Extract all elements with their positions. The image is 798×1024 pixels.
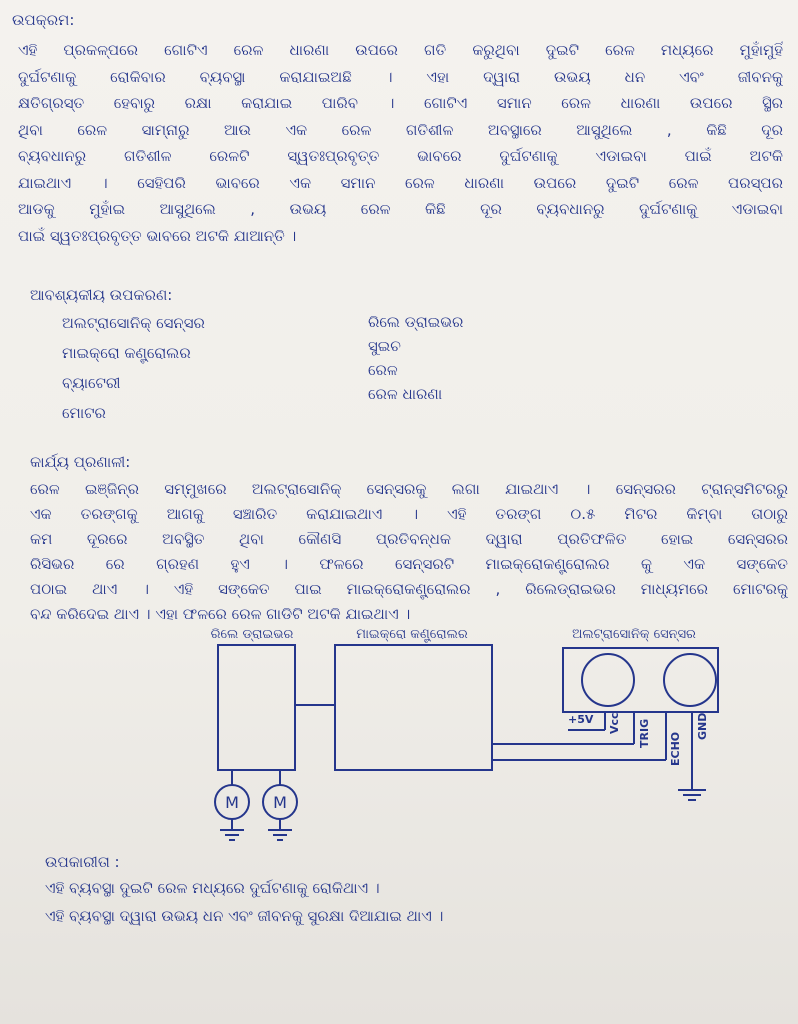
introduction-line: ଆଡକୁ ମୁହାଁଇ ଆସୁଥିଲେ , ଉଭୟ ରେଳ କିଛି ଦୂର ବ୍ୟବଧାନରୁ ଦୁର୍ଘଟଣାକୁ ଏଡାଇବା <box>18 200 783 218</box>
introduction-paragraph <box>18 37 783 249</box>
introduction-line: ଥିବା ରେଳ ସାମ୍ନାରୁ ଆଉ ଏକ ରେଳ ଗତିଶୀଳ ଅବସ୍ଥାରେ ଆସୁଥିଲେ , କିଛି ଦୂର <box>18 120 783 139</box>
motor-label: M <box>273 793 287 812</box>
component-item: ରେଳ ଧାରଣା <box>368 385 443 403</box>
ground-symbol <box>268 830 292 840</box>
ultrasonic-sensor-block <box>563 648 718 712</box>
procedure-line: ରିସିଭର ରେ ଗ୍ରହଣ ହୁଏ । ଫଳରେ ସେନ୍ସରଟି ମାଇକ୍ରୋକଣ୍ଟ୍ରୋଲର କୁ ଏକ ସଙ୍କେତ <box>30 555 788 573</box>
introduction-line: ବ୍ୟବଧାନରୁ ଗତିଶୀଳ ରେଳଟି ସ୍ୱତଃପ୍ରବୃତ୍ତ ଭାବରେ ଦୁର୍ଘଟଣାକୁ ଏଡାଇବା ପାଇଁ ଅଟକି <box>18 147 783 165</box>
components-list-left <box>62 308 322 428</box>
relay-driver-label: ରିଲେ ଡ୍ରାଇଭର <box>210 627 294 642</box>
benefits-heading: ଉପକାରୀତା : <box>45 853 120 871</box>
component-item: ସୁଇଚ <box>368 337 401 355</box>
ultrasonic-sensor-label: ଅଲଟ୍ରାସୋନିକ୍ ସେନ୍ସର <box>572 627 696 642</box>
component-item: ମାଇକ୍ରୋ କଣ୍ଟ୍ରୋଲର <box>62 344 191 362</box>
sensor-transmitter-icon <box>582 654 634 706</box>
component-item: ବ୍ୟାଟେରୀ <box>62 374 121 392</box>
pin-gnd-label: GND <box>696 712 709 740</box>
circuit-diagram <box>0 620 798 850</box>
component-item: ମୋଟର <box>62 404 106 422</box>
introduction-line: ଯାଇଥାଏ । ସେହିପରି ଭାବରେ ଏକ ସମାନ ରେଳ ଧାରଣା ଉପରେ ଦୁଇଟି ରେଳ ପରସ୍ପର <box>18 173 783 192</box>
pin-echo-label: ECHO <box>669 731 682 766</box>
introduction-line: ପାଇଁ ସ୍ୱତଃପ୍ରବୃତ୍ତ ଭାବରେ ଅଟକି ଯାଆନ୍ତି । <box>18 226 297 245</box>
microcontroller-label: ମାଇକ୍ରୋ କଣ୍ଟ୍ରୋଲର <box>356 627 468 642</box>
procedure-heading: କାର୍ଯ୍ୟ ପ୍ରଣାଳୀ: <box>30 453 131 471</box>
microcontroller-block <box>335 645 492 770</box>
benefit-line: ଏହି ବ୍ୟବସ୍ଥା ଦ୍ୱାରା ଉଭୟ ଧନ ଏବଂ ଜୀବନକୁ ସୁରକ୍ଷା ଦିଆଯାଇ ଥାଏ । <box>45 907 444 925</box>
pin-trig-label: TRIG <box>638 718 651 748</box>
procedure-line: ପଠାଇ ଥାଏ । ଏହି ସଙ୍କେତ ପାଇ ମାଇକ୍ରୋକଣ୍ଟ୍ରୋଲର , ରିଲେଡ୍ରାଇଭର ମାଧ୍ୟମରେ ମୋଟରକୁ <box>30 580 788 598</box>
introduction-line: କ୍ଷତିଗ୍ରସ୍ତ ହେବାରୁ ରକ୍ଷା କରାଯାଇ ପାରିବ । ଗୋଟିଏ ସମାନ ରେଳ ଧାରଣା ଉପରେ ସ୍ଥିର <box>18 94 783 112</box>
relay-driver-block <box>218 645 295 770</box>
components-list-right <box>368 310 628 406</box>
introduction-line: ଦୁର୍ଘଟଣାକୁ ରୋକିବାର ବ୍ୟବସ୍ଥା କରାଯାଇଅଛି । ଏହା ଦ୍ୱାରା ଉଭୟ ଧନ ଏବଂ ଜୀବନକୁ <box>18 67 783 86</box>
benefit-line: ଏହି ବ୍ୟବସ୍ଥା ଦୁଇଟି ରେଳ ମଧ୍ୟରେ ଦୁର୍ଘଟଣାକୁ ରୋକିଥାଏ । <box>45 879 380 897</box>
introduction-heading: ଉପକ୍ରମ: <box>12 11 75 29</box>
components-heading: ଆବଶ୍ୟକୀୟ ଉପକରଣ: <box>30 286 173 304</box>
procedure-line: କମ ଦୂରରେ ଅବସ୍ଥିତ ଥିବା କୌଣସି ପ୍ରତିବନ୍ଧକ ଦ୍ୱାରା ପ୍ରତିଫଳିତ ହୋଇ ସେନ୍ସରର <box>30 530 788 548</box>
motor-label: M <box>225 793 239 812</box>
ground-symbol <box>220 830 244 840</box>
procedure-line: ଏକ ତରଙ୍ଗକୁ ଆଗକୁ ସଞ୍ଚାରିତ କରାଯାଇଥାଏ । ଏହି ତରଙ୍ଗ ୦.୫ ମିଟର କିମ୍ବା ତାଠାରୁ <box>30 505 788 523</box>
procedure-line: ବନ୍ଦ କରିଦେଇ ଥାଏ । ଏହା ଫଳରେ ରେଳ ଗାଡିଟି ଅଟକି ଯାଇଥାଏ । <box>30 605 411 623</box>
ground-symbol <box>678 790 706 800</box>
introduction-line: ଏହି ପ୍ରକଳ୍ପରେ ଗୋଟିଏ ରେଳ ଧାରଣା ଉପରେ ଗତି କରୁଥିବା ଦୁଇଟି ରେଳ ମଧ୍ୟରେ ମୁହାଁମୁହିଁ <box>18 41 783 59</box>
component-item: ରେଳ <box>368 361 398 379</box>
supply-5v-label: +5V <box>568 713 594 726</box>
pin-vcc-label: Vcc <box>608 712 621 734</box>
component-item: ଅଲଟ୍ରାସୋନିକ୍ ସେନ୍ସର <box>62 314 205 332</box>
benefits-list <box>45 874 765 930</box>
procedure-line: ରେଳ ଇଞ୍ଜିନ୍‌ର ସମ୍ମୁଖରେ ଅଲଟ୍ରାସୋନିକ୍ ସେନ୍ସରକୁ ଲଗା ଯାଇଥାଏ । ସେନ୍ସରର ଟ୍ରାନ୍ସମିଟରରୁ <box>30 480 788 498</box>
component-item: ରିଲେ ଡ୍ରାଇଭର <box>368 313 464 331</box>
sensor-receiver-icon <box>664 654 716 706</box>
procedure-paragraph <box>30 477 788 627</box>
